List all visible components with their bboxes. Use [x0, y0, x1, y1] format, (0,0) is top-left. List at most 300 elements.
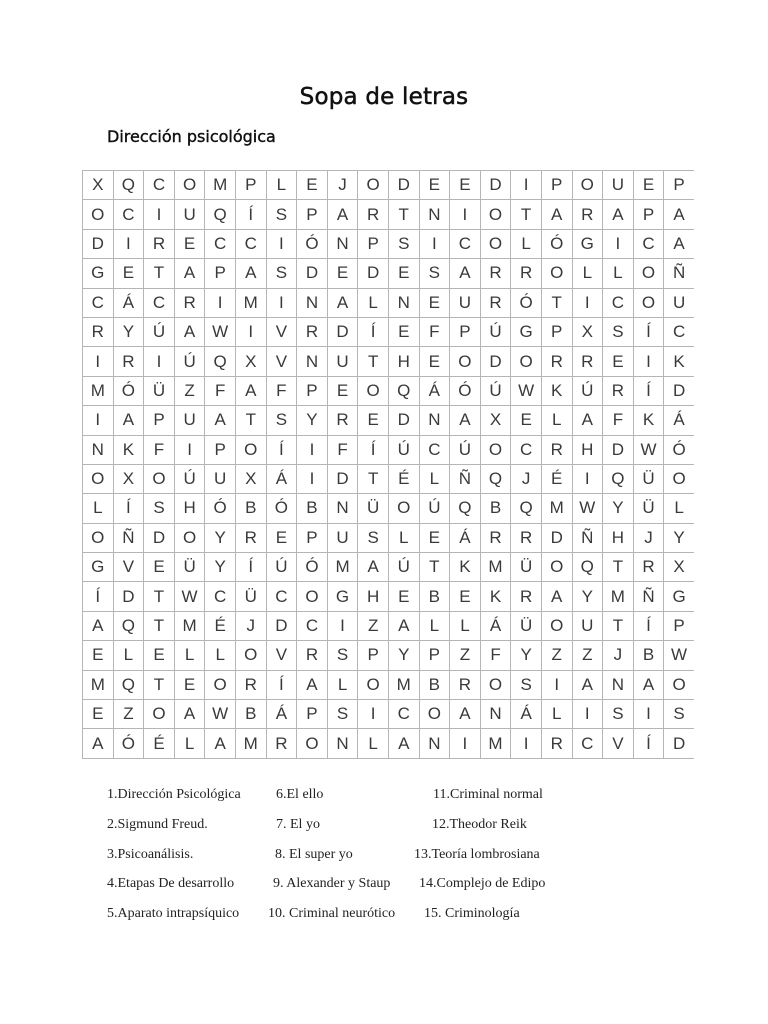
grid-cell: E [388, 582, 419, 611]
grid-cell: I [572, 288, 603, 317]
grid-cell: A [235, 376, 266, 405]
grid-cell: T [144, 259, 175, 288]
grid-cell: Y [113, 317, 144, 346]
grid-cell: Q [113, 171, 144, 200]
grid-cell: T [144, 611, 175, 640]
grid-cell: Í [633, 317, 664, 346]
grid-cell: K [664, 347, 694, 376]
grid-cell: I [541, 670, 572, 699]
grid-cell: O [358, 670, 389, 699]
grid-cell: T [419, 553, 450, 582]
grid-row [83, 641, 694, 670]
grid-cell: A [83, 611, 114, 640]
grid-cell: D [388, 406, 419, 435]
grid-cell: É [144, 729, 175, 758]
grid-cell: L [603, 259, 634, 288]
grid-cell: P [297, 200, 328, 229]
grid-cell: E [603, 347, 634, 376]
grid-cell: Q [603, 464, 634, 493]
grid-cell: Á [419, 376, 450, 405]
grid-cell: Y [664, 523, 694, 552]
grid-cell: O [480, 200, 511, 229]
grid-cell: O [572, 171, 603, 200]
grid-cell: Ú [572, 376, 603, 405]
grid-cell: A [541, 582, 572, 611]
grid-cell: V [266, 641, 297, 670]
grid-cell: W [664, 641, 694, 670]
grid-cell: A [174, 700, 205, 729]
grid-cell: Í [113, 494, 144, 523]
word-item: 11.Criminal normal [433, 787, 543, 802]
grid-cell: Á [511, 700, 542, 729]
grid-cell: A [603, 200, 634, 229]
grid-cell: Ú [419, 494, 450, 523]
grid-cell: D [480, 171, 511, 200]
grid-row [83, 317, 694, 346]
grid-cell: G [327, 582, 358, 611]
grid-cell: F [480, 641, 511, 670]
grid-cell: S [603, 317, 634, 346]
grid-cell: S [511, 670, 542, 699]
grid-cell: C [511, 435, 542, 464]
grid-cell: D [266, 611, 297, 640]
grid-cell: S [266, 406, 297, 435]
grid-cell: Q [113, 611, 144, 640]
grid-cell: P [205, 259, 236, 288]
grid-cell: M [174, 611, 205, 640]
grid-cell: L [113, 641, 144, 670]
grid-row [83, 494, 694, 523]
grid-cell: M [480, 729, 511, 758]
grid-cell: L [358, 288, 389, 317]
grid-cell: É [541, 464, 572, 493]
grid-cell: Í [266, 670, 297, 699]
grid-cell: N [327, 229, 358, 258]
grid-cell: S [603, 700, 634, 729]
grid-cell: Z [541, 641, 572, 670]
grid-cell: R [480, 523, 511, 552]
grid-cell: C [235, 229, 266, 258]
grid-cell: V [603, 729, 634, 758]
grid-cell: A [327, 200, 358, 229]
grid-cell: S [664, 700, 694, 729]
grid-row [83, 406, 694, 435]
grid-cell: B [633, 641, 664, 670]
grid-cell: E [419, 347, 450, 376]
page-subtitle: Dirección psicológica [107, 127, 276, 146]
grid-row [83, 229, 694, 258]
grid-cell: Y [297, 406, 328, 435]
grid-cell: X [235, 464, 266, 493]
grid-cell: A [358, 553, 389, 582]
grid-cell: V [113, 553, 144, 582]
word-item: 14.Complejo de Edipo [419, 876, 546, 891]
grid-cell: J [235, 611, 266, 640]
grid-cell: A [450, 406, 481, 435]
grid-cell: A [205, 729, 236, 758]
word-item: 5.Aparato intrapsíquico [107, 906, 240, 921]
grid-cell: Ó [297, 229, 328, 258]
grid-cell: I [450, 729, 481, 758]
grid-cell: I [174, 435, 205, 464]
grid-cell: I [572, 700, 603, 729]
grid-cell: C [144, 171, 175, 200]
grid-cell: Ü [633, 464, 664, 493]
grid-cell: O [83, 464, 114, 493]
grid-cell: Z [572, 641, 603, 670]
grid-cell: C [603, 288, 634, 317]
grid-cell: A [327, 288, 358, 317]
grid-cell: R [450, 670, 481, 699]
grid-cell: M [541, 494, 572, 523]
grid-cell: G [83, 259, 114, 288]
grid-cell: L [541, 700, 572, 729]
grid-cell: P [633, 200, 664, 229]
grid-cell: Ü [174, 553, 205, 582]
grid-cell: P [541, 317, 572, 346]
grid-cell: Í [633, 376, 664, 405]
grid-cell: N [419, 200, 450, 229]
grid-cell: I [83, 406, 114, 435]
grid-cell: T [603, 611, 634, 640]
grid-cell: E [450, 171, 481, 200]
grid-cell: I [113, 229, 144, 258]
grid-cell: I [450, 200, 481, 229]
grid-cell: O [541, 611, 572, 640]
grid-cell: Q [205, 347, 236, 376]
grid-cell: I [235, 317, 266, 346]
grid-cell: Ü [633, 494, 664, 523]
grid-cell: Ú [480, 317, 511, 346]
grid-cell: K [541, 376, 572, 405]
grid-cell: O [83, 523, 114, 552]
grid-cell: M [388, 670, 419, 699]
grid-cell: C [297, 611, 328, 640]
grid-cell: L [419, 464, 450, 493]
grid-cell: P [664, 611, 694, 640]
grid-cell: E [419, 171, 450, 200]
grid-cell: Y [603, 494, 634, 523]
grid-cell: E [450, 582, 481, 611]
grid-cell: A [388, 729, 419, 758]
grid-cell: L [83, 494, 114, 523]
grid-cell: Ú [388, 553, 419, 582]
grid-cell: Ü [358, 494, 389, 523]
grid-cell: S [419, 259, 450, 288]
grid-cell: E [83, 641, 114, 670]
grid-cell: R [297, 317, 328, 346]
grid-cell: L [572, 259, 603, 288]
grid-cell: R [572, 347, 603, 376]
grid-cell: B [419, 670, 450, 699]
grid-cell: A [572, 406, 603, 435]
grid-cell: O [480, 435, 511, 464]
grid-cell: T [144, 670, 175, 699]
grid-cell: C [572, 729, 603, 758]
grid-cell: Y [205, 553, 236, 582]
grid-cell: W [205, 700, 236, 729]
grid-cell: O [297, 729, 328, 758]
grid-cell: M [235, 729, 266, 758]
grid-cell: O [450, 347, 481, 376]
grid-cell: A [572, 670, 603, 699]
grid-cell: L [358, 729, 389, 758]
grid-cell: U [205, 464, 236, 493]
grid-cell: K [450, 553, 481, 582]
grid-cell: D [297, 259, 328, 288]
grid-cell: A [205, 406, 236, 435]
grid-cell: T [511, 200, 542, 229]
grid-cell: Ó [541, 229, 572, 258]
grid-cell: P [664, 171, 694, 200]
grid-cell: A [174, 259, 205, 288]
grid-cell: U [572, 611, 603, 640]
grid-cell: L [174, 641, 205, 670]
grid-cell: S [266, 259, 297, 288]
grid-cell: N [83, 435, 114, 464]
grid-cell: Ó [297, 553, 328, 582]
grid-cell: A [235, 259, 266, 288]
grid-cell: J [511, 464, 542, 493]
grid-cell: Q [450, 494, 481, 523]
grid-cell: E [297, 171, 328, 200]
grid-cell: P [541, 171, 572, 200]
word-item: 13.Teoría lombrosiana [414, 847, 540, 862]
grid-cell: L [388, 523, 419, 552]
grid-cell: E [174, 670, 205, 699]
grid-cell: Í [358, 435, 389, 464]
grid-cell: L [205, 641, 236, 670]
grid-cell: L [450, 611, 481, 640]
grid-cell: R [511, 582, 542, 611]
grid-cell: T [235, 406, 266, 435]
grid-cell: O [480, 229, 511, 258]
grid-cell: Ü [511, 611, 542, 640]
grid-cell: D [113, 582, 144, 611]
grid-cell: Z [450, 641, 481, 670]
grid-cell: Í [235, 553, 266, 582]
grid-cell: I [327, 611, 358, 640]
grid-cell: T [388, 200, 419, 229]
grid-cell: I [144, 200, 175, 229]
grid-cell: R [235, 670, 266, 699]
grid-cell: X [572, 317, 603, 346]
grid-row [83, 582, 694, 611]
grid-cell: T [541, 288, 572, 317]
grid-cell: O [358, 171, 389, 200]
grid-cell: H [388, 347, 419, 376]
grid-cell: R [633, 553, 664, 582]
grid-cell: C [205, 582, 236, 611]
grid-cell: A [113, 406, 144, 435]
grid-cell: É [388, 464, 419, 493]
word-item: 8. El super yo [275, 847, 353, 862]
grid-cell: T [603, 553, 634, 582]
grid-cell: Ó [205, 494, 236, 523]
grid-cell: G [664, 582, 694, 611]
grid-cell: Y [388, 641, 419, 670]
grid-row [83, 464, 694, 493]
grid-cell: U [174, 406, 205, 435]
grid-cell: I [358, 700, 389, 729]
word-item: 7. El yo [276, 817, 320, 832]
grid-cell: F [327, 435, 358, 464]
grid-cell: R [113, 347, 144, 376]
grid-row [83, 700, 694, 729]
grid-cell: N [419, 406, 450, 435]
grid-cell: Ó [511, 288, 542, 317]
grid-cell: E [327, 259, 358, 288]
grid-cell: R [235, 523, 266, 552]
grid-row [83, 288, 694, 317]
grid-cell: O [358, 376, 389, 405]
grid-cell: Ñ [664, 259, 694, 288]
grid-cell: A [388, 611, 419, 640]
word-item: 3.Psicoanálisis. [107, 847, 194, 862]
grid-cell: D [144, 523, 175, 552]
word-item: 4.Etapas De desarrollo [107, 876, 235, 891]
grid-cell: T [358, 347, 389, 376]
grid-cell: O [83, 200, 114, 229]
grid-cell: Í [83, 582, 114, 611]
grid-cell: C [388, 700, 419, 729]
grid-cell: I [205, 288, 236, 317]
grid-cell: F [205, 376, 236, 405]
grid-cell: I [603, 229, 634, 258]
grid-cell: A [450, 700, 481, 729]
grid-cell: R [541, 729, 572, 758]
grid-cell: Q [511, 494, 542, 523]
grid-cell: D [388, 171, 419, 200]
grid-row [83, 553, 694, 582]
grid-cell: Í [266, 435, 297, 464]
grid-cell: J [603, 641, 634, 670]
grid-cell: U [450, 288, 481, 317]
grid-cell: I [266, 288, 297, 317]
grid-cell: Í [633, 729, 664, 758]
grid-cell: L [419, 611, 450, 640]
grid-row [83, 523, 694, 552]
grid-cell: O [633, 259, 664, 288]
grid-cell: I [633, 347, 664, 376]
grid-cell: M [83, 670, 114, 699]
word-item: 1.Dirección Psicológica [107, 787, 241, 802]
grid-cell: Q [205, 200, 236, 229]
grid-cell: K [633, 406, 664, 435]
grid-cell: U [327, 523, 358, 552]
grid-cell: L [664, 494, 694, 523]
grid-cell: V [266, 317, 297, 346]
grid-cell: A [664, 229, 694, 258]
grid-cell: Q [388, 376, 419, 405]
grid-cell: P [419, 641, 450, 670]
grid-cell: Ú [480, 376, 511, 405]
grid-cell: C [450, 229, 481, 258]
grid-cell: G [572, 229, 603, 258]
grid-cell: H [572, 435, 603, 464]
grid-row [83, 200, 694, 229]
grid-cell: M [83, 376, 114, 405]
grid-cell: O [235, 435, 266, 464]
grid-cell: Ñ [450, 464, 481, 493]
grid-cell: O [511, 347, 542, 376]
grid-cell: N [327, 494, 358, 523]
grid-cell: Á [266, 700, 297, 729]
grid-cell: X [113, 464, 144, 493]
grid-cell: U [664, 288, 694, 317]
grid-cell: O [541, 259, 572, 288]
grid-cell: U [603, 171, 634, 200]
grid-cell: M [327, 553, 358, 582]
grid-cell: R [297, 641, 328, 670]
grid-row [83, 259, 694, 288]
grid-cell: E [388, 317, 419, 346]
grid-cell: O [174, 523, 205, 552]
grid-cell: U [327, 347, 358, 376]
word-item: 15. Criminología [424, 906, 520, 921]
grid-cell: Ú [388, 435, 419, 464]
grid-cell: Q [480, 464, 511, 493]
grid-cell: D [603, 435, 634, 464]
grid-cell: E [83, 700, 114, 729]
grid-cell: Ü [235, 582, 266, 611]
grid-cell: U [174, 200, 205, 229]
grid-cell: Á [266, 464, 297, 493]
grid-cell: Á [664, 406, 694, 435]
grid-cell: E [144, 641, 175, 670]
grid-cell: A [83, 729, 114, 758]
grid-cell: C [664, 317, 694, 346]
grid-cell: E [113, 259, 144, 288]
grid-cell: C [113, 200, 144, 229]
grid-cell: Z [358, 611, 389, 640]
grid-cell: L [327, 670, 358, 699]
grid-cell: C [419, 435, 450, 464]
grid-cell: W [205, 317, 236, 346]
grid-cell: A [633, 670, 664, 699]
grid-cell: O [174, 171, 205, 200]
grid-cell: F [419, 317, 450, 346]
grid-cell: X [235, 347, 266, 376]
grid-cell: D [327, 317, 358, 346]
grid-cell: L [174, 729, 205, 758]
grid-cell: M [205, 171, 236, 200]
grid-cell: M [480, 553, 511, 582]
grid-cell: D [480, 347, 511, 376]
grid-cell: X [480, 406, 511, 435]
grid-cell: I [83, 347, 114, 376]
grid-row [83, 670, 694, 699]
grid-cell: P [297, 700, 328, 729]
grid-cell: F [144, 435, 175, 464]
grid-cell: V [266, 347, 297, 376]
grid-cell: N [603, 670, 634, 699]
grid-cell: B [480, 494, 511, 523]
word-item: 9. Alexander y Staup [273, 876, 391, 891]
grid-cell: R [572, 200, 603, 229]
grid-cell: Ú [450, 435, 481, 464]
grid-cell: R [480, 259, 511, 288]
grid-cell: I [266, 229, 297, 258]
grid-cell: R [511, 523, 542, 552]
grid-cell: M [235, 288, 266, 317]
grid-cell: R [174, 288, 205, 317]
grid-row [83, 171, 694, 200]
grid-cell: D [664, 729, 694, 758]
grid-cell: A [174, 317, 205, 346]
grid-cell: Ó [266, 494, 297, 523]
grid-cell: F [603, 406, 634, 435]
